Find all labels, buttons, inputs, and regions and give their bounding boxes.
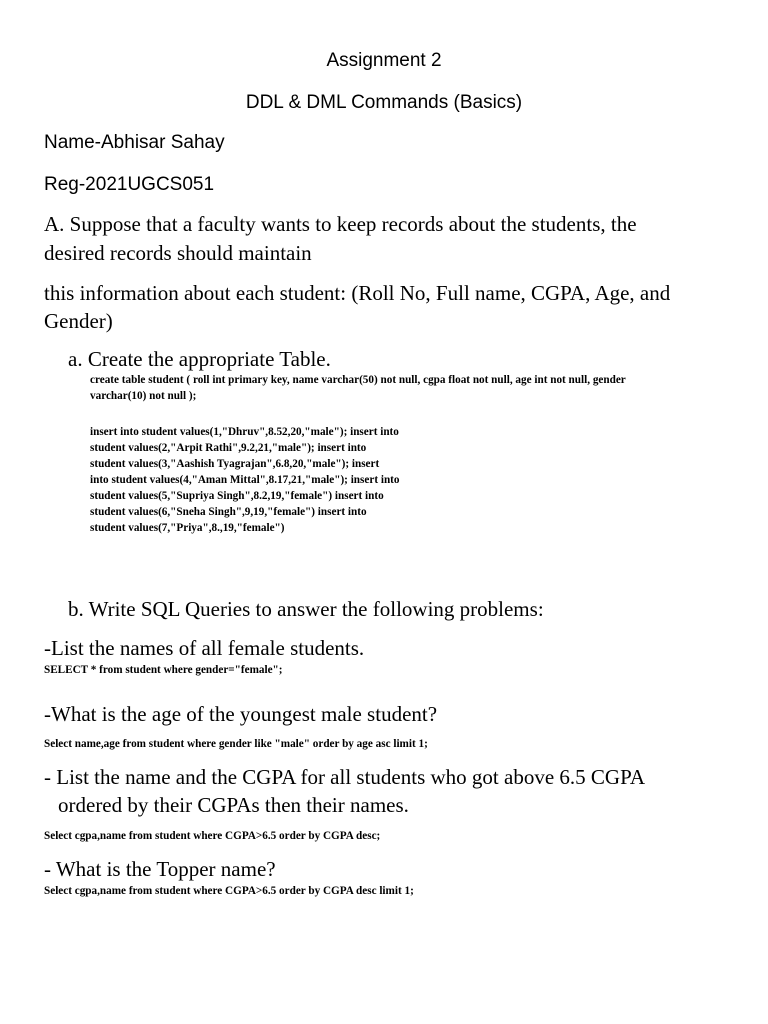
question-1: -List the names of all female students. xyxy=(44,636,365,660)
question-3-line-2: ordered by their CGPAs then their names. xyxy=(58,793,409,817)
insert-line: student values(5,"Supriya Singh",8.2,19,"female") insert into xyxy=(90,490,384,502)
part-b-heading: b. Write SQL Queries to answer the following problems: xyxy=(68,597,544,621)
answer-2: Select name,age from student where gender like "male" order by age asc limit 1; xyxy=(44,738,428,750)
section-a-line-3: this information about each student: (Roll No, Full name, CGPA, Age, and xyxy=(44,281,671,305)
section-a-line-1: A. Suppose that a faculty wants to keep records about the students, the xyxy=(44,212,637,236)
answer-4: Select cgpa,name from student where CGPA>6.5 order by CGPA desc limit 1; xyxy=(44,885,414,897)
insert-line: student values(3,"Aashish Tyagrajan",6.8,20,"male"); insert xyxy=(90,458,380,470)
create-table-line-1: create table student ( roll int primary key, name varchar(50) not null, cgpa float not null, age int not null, gender xyxy=(90,374,626,386)
answer-1: SELECT * from student where gender="female"; xyxy=(44,664,283,676)
part-a-heading: a. Create the appropriate Table. xyxy=(68,347,331,371)
insert-line: insert into student values(1,"Dhruv",8.52,20,"male"); insert into xyxy=(90,426,399,438)
question-2: -What is the age of the youngest male student? xyxy=(44,702,438,726)
question-4: - What is the Topper name? xyxy=(44,857,276,881)
insert-line: into student values(4,"Aman Mittal",8.17,21,"male"); insert into xyxy=(90,474,400,486)
assignment-title: Assignment 2 xyxy=(326,50,442,71)
insert-statements xyxy=(90,424,400,536)
create-table-line-2: varchar(10) not null ); xyxy=(90,390,197,402)
section-a-line-2: desired records should maintain xyxy=(44,241,312,265)
student-name: Name-Abhisar Sahay xyxy=(44,132,225,153)
question-3-line-1: - List the name and the CGPA for all students who got above 6.5 CGPA xyxy=(44,765,645,789)
insert-line: student values(2,"Arpit Rathi",9.2,21,"male"); insert into xyxy=(90,442,367,454)
registration-number: Reg-2021UGCS051 xyxy=(44,174,215,195)
section-a-line-4: Gender) xyxy=(44,309,113,333)
answer-3: Select cgpa,name from student where CGPA>6.5 order by CGPA desc; xyxy=(44,830,381,842)
assignment-subtitle: DDL & DML Commands (Basics) xyxy=(245,92,523,113)
insert-line: student values(7,"Priya",8.,19,"female") xyxy=(90,522,285,534)
insert-line: student values(6,"Sneha Singh",9,19,"female") insert into xyxy=(90,506,367,518)
